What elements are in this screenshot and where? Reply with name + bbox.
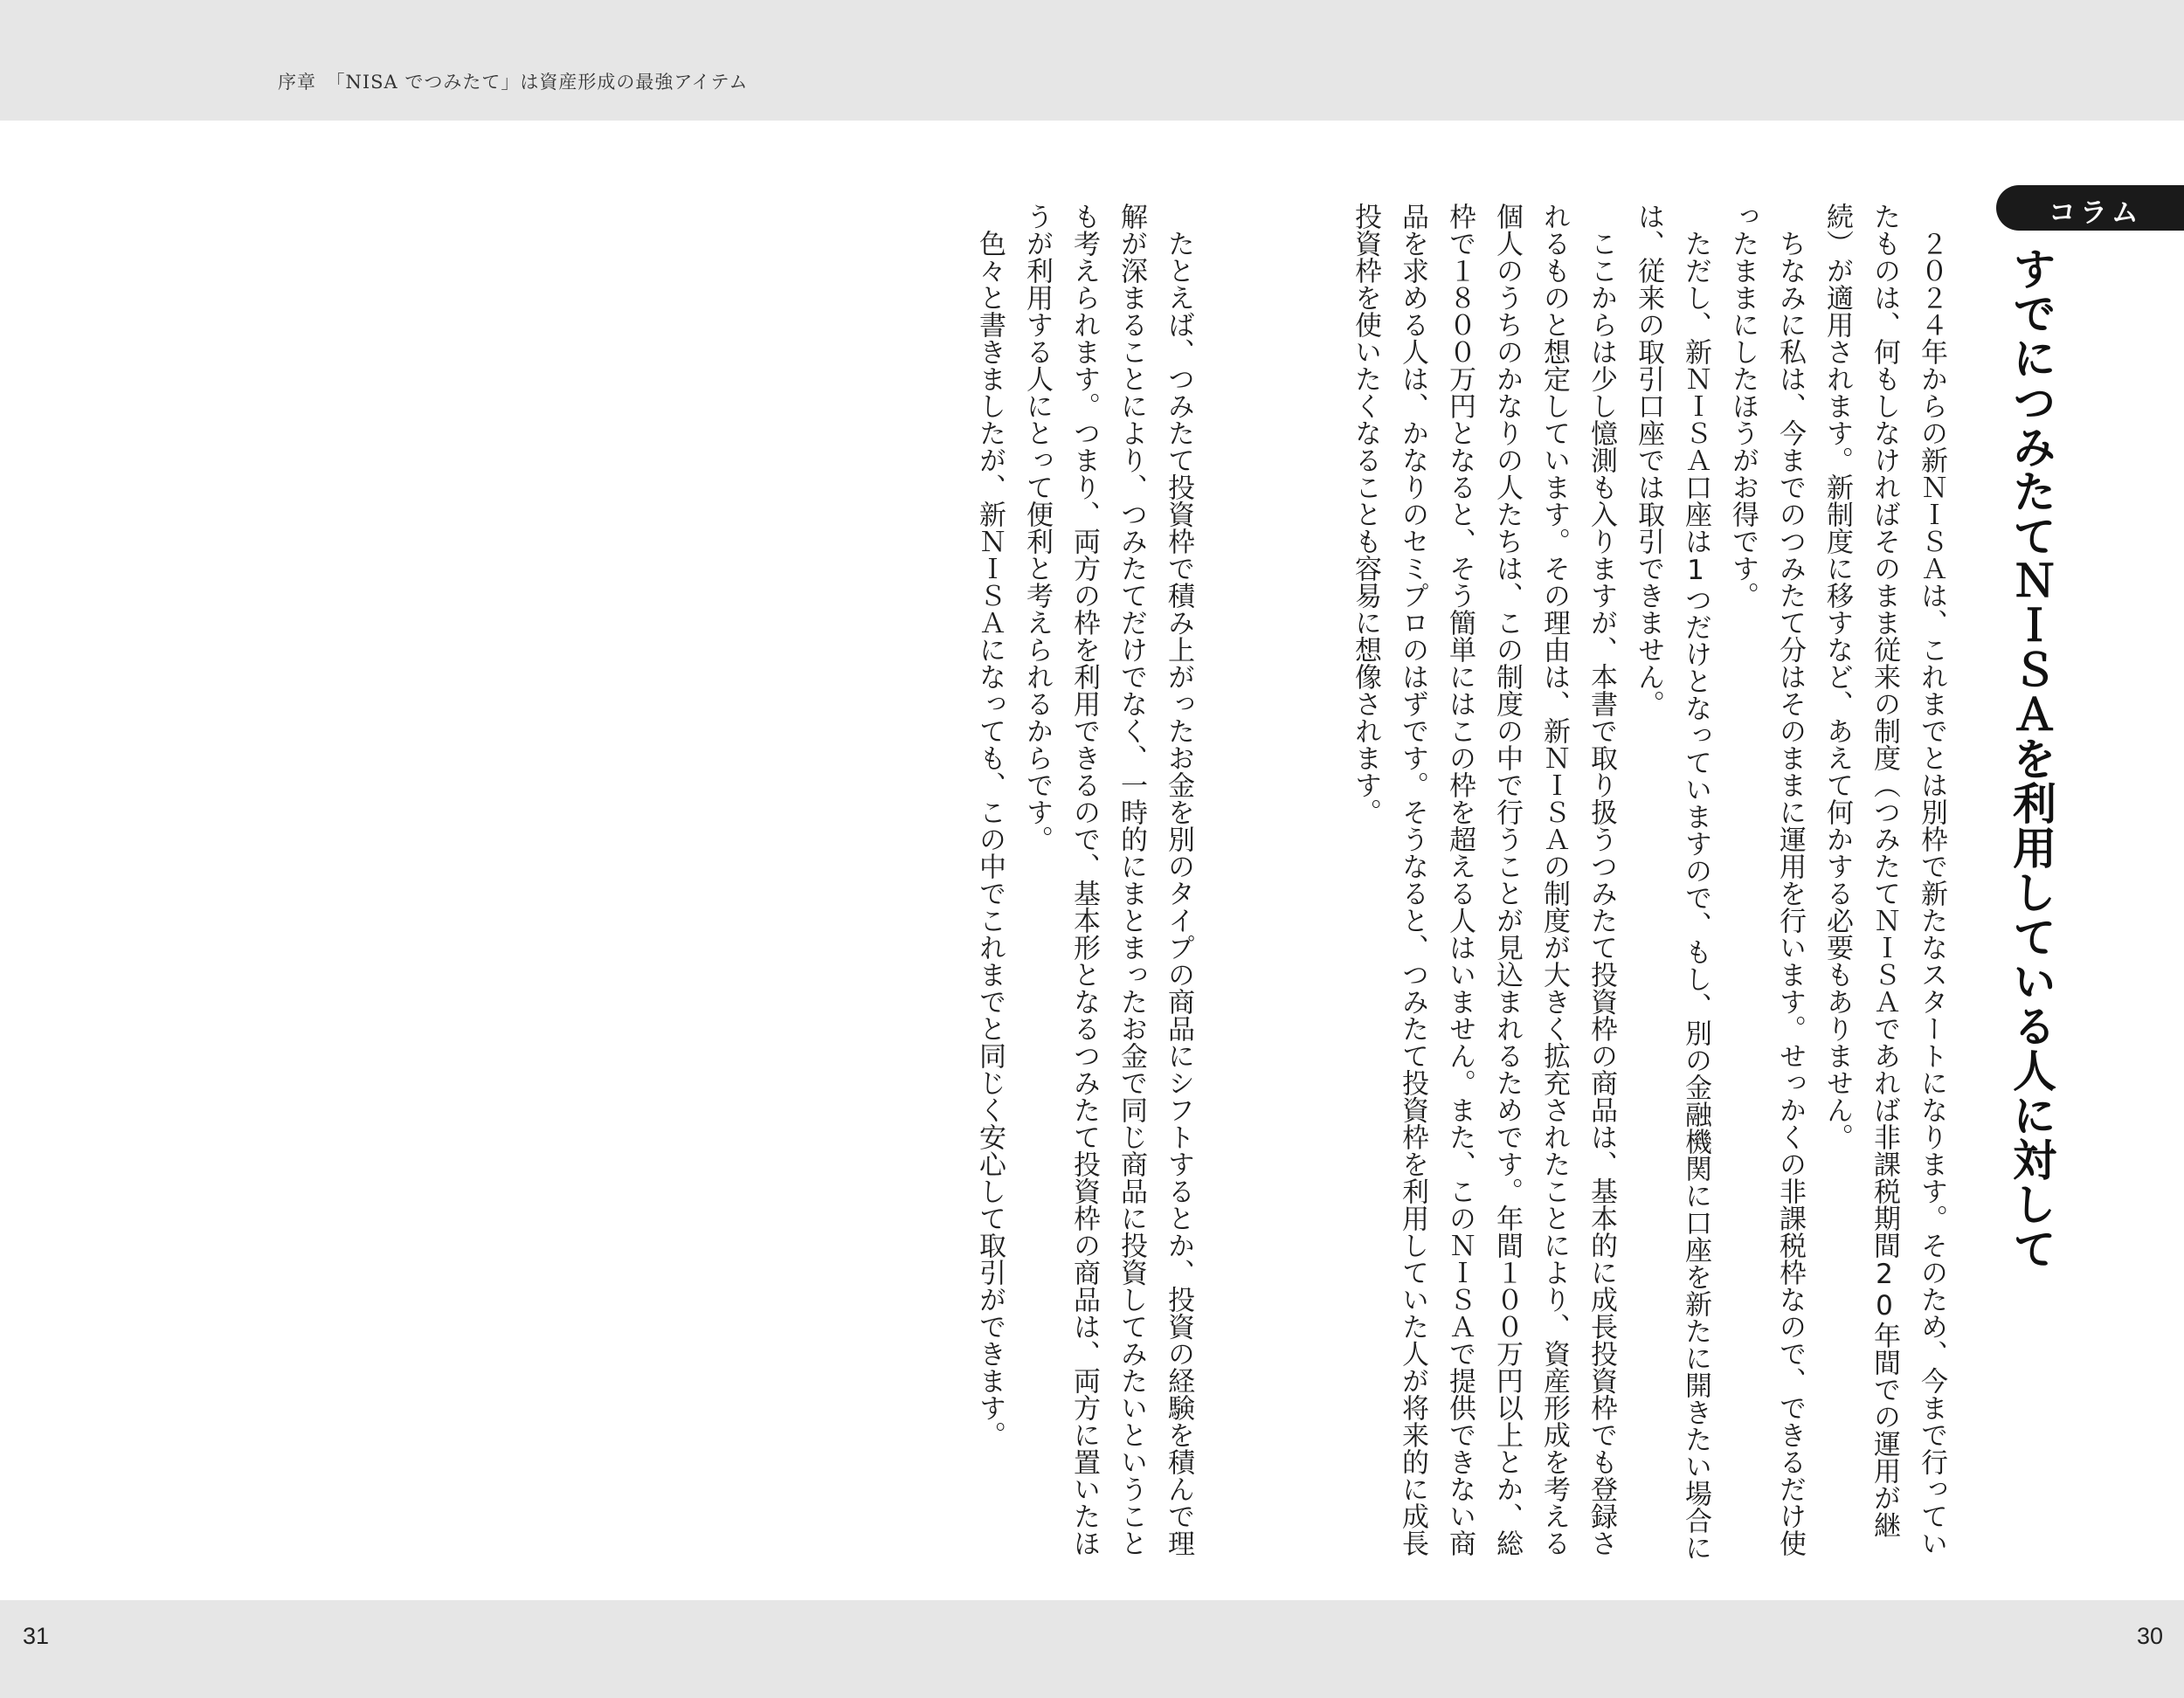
running-header-title: 序章 「NISA でつみたて」は資産形成の最強アイテム [278,72,749,93]
page-number-left: 31 [23,1623,50,1649]
paragraph-6: 色々と書きましたが、新ＮＩＳＡになっても、この中でこれまでと同じく安心して取引ができます。 [974,230,1006,1448]
footer-bar [0,1600,2184,1698]
column-badge-label: コラム [2049,197,2143,229]
paragraph-5: たとえば、つみたて投資枠で積み上がったお金を別のタイプの商品にシフトするとか、投資の経験を積んで理解が深まることにより、つみたてだけでなく、一時的にまとまったお金で同じ商品に投資してみたいということも考えられます。つまり、両方の枠を利用できるので、基本形となるつみたて投資枠の商品は、両方に置いたほうが利用する人にとって便利と考えられるからです。 [1021,203,1194,1556]
page-number-right: 30 [2136,1623,2163,1649]
body-text [627,203,1955,1565]
paragraph-2: ちなみに私は、今までのつみたて分はそのままに運用を行います。せっかくの非課税枠なので、できるだけ使ったままにしたほうがお得です。 [1727,203,1806,1556]
column-title: すでにつみたてＮＩＳＡを利用している人に対して [2006,246,2056,1271]
column-badge [1996,185,2184,231]
paragraph-3: ただし、新ＮＩＳＡ口座は1つだけとなっていますので、もし、別の金融機関に口座を新たに開きたい場合には、従来の取引口座では取引できません。 [1633,203,1711,1561]
paragraph-4: ここからは少し憶測も入りますが、本書で取り扱うつみたて投資枠の商品は、基本的に成長投資枠でも登録されるものと想定しています。その理由は、新ＮＩＳＡの制度が大きく拡充されたことにより、資産形成を考える個人のうちのかなりの人たちは、この制度の中で行うことが見込まれるためです。年間１００万円以上とか、総枠で１８００万円となると、そう簡単にはこの枠を超える人はいません。また、このＮＩＳＡで提供できない商品を求める人は、かなりのセミプロのはずです。そうなると、つみたて投資枠を利用していた人が将来的に成長投資枠を使いたくなることも容易に想像されます。 [1350,203,1617,1556]
running-header-bar [0,0,2184,121]
page-gutter [1202,203,1342,1565]
paragraph-1: ２０２４年からの新ＮＩＳＡは、これまでとは別枠で新たなスタートになります。そのため、今まで行っていたものは、何もしなければそのまま従来の制度（つみたてＮＩＳＡであれば非課税期間20年間での運用が継続）が適用されます。新制度に移すなど、あえて何かする必要もありません。 [1821,203,1947,1556]
